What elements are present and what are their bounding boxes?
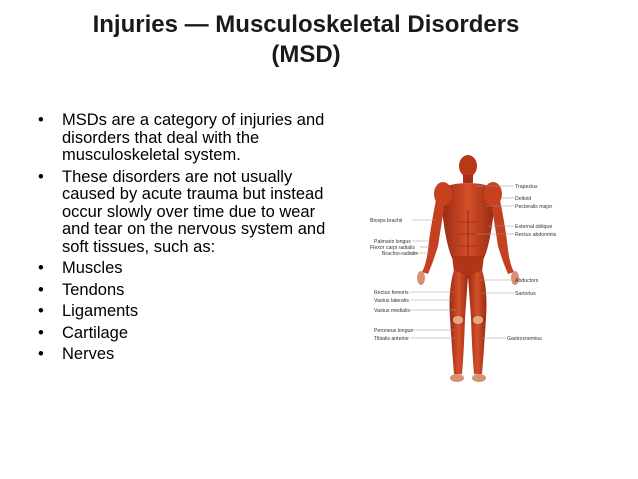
- title-line-2: (MSD): [271, 41, 341, 68]
- bullet-item: [38, 346, 328, 364]
- label-brachioradialis: Brachio-radialis: [382, 251, 418, 257]
- bullet-marker: •: [38, 345, 44, 363]
- body-silhouette: [417, 155, 519, 382]
- bullet-marker: •: [38, 111, 44, 129]
- label-sartorius: Sartorius: [515, 291, 536, 297]
- bullet-item: [38, 325, 328, 343]
- label-gastrocnemius: Gastrocnemius: [507, 336, 542, 342]
- label-deltoid: Deltoid: [515, 196, 532, 202]
- label-peroneus: Peroneus longus: [374, 328, 413, 334]
- label-vastus-medialis: Vastus medialis: [374, 308, 410, 314]
- label-pectoralis: Pectoralis major: [515, 204, 553, 210]
- bullet-list: [38, 112, 328, 368]
- label-tibialis: Tibialis anterior: [374, 336, 409, 342]
- bullet-item: [38, 260, 328, 278]
- bullet-marker: •: [38, 259, 44, 277]
- bullet-text: Muscles: [62, 259, 123, 277]
- bullet-text: These disorders are not usually caused by acute trauma but instead occur slowly over time due to wear and tear on the nervous system and soft tissues, such as:: [62, 167, 326, 256]
- muscle-anatomy-figure: [370, 150, 557, 390]
- label-external-oblique: External oblique: [515, 224, 553, 230]
- bullet-marker: •: [38, 323, 44, 342]
- label-flexor: Flexor carpi radialis: [370, 245, 415, 251]
- label-palmaris: Palmaris longus: [374, 239, 411, 245]
- left-labels: [370, 218, 456, 342]
- bullet-text: Tendons: [62, 280, 125, 299]
- label-biceps: Biceps brachii: [370, 218, 403, 224]
- label-rectus-femoris: Rectus femoris: [374, 290, 409, 296]
- bullet-text: Cartilage: [62, 323, 129, 342]
- label-rectus-abdominis: Rectus abdominis: [515, 232, 557, 238]
- bullet-text: Ligaments: [62, 302, 139, 320]
- bullet-text: Nerves: [62, 345, 115, 363]
- bullet-item: [38, 112, 328, 165]
- label-trapezius: Trapezius: [515, 184, 538, 190]
- label-vastus-lateralis: Vastus lateralis: [374, 298, 409, 304]
- bullet-marker: •: [38, 302, 44, 320]
- bullet-text: MSDs are a category of injuries and disorders that deal with the musculoskeletal system.: [62, 111, 325, 164]
- bullet-marker: •: [38, 280, 44, 299]
- bullet-item: [38, 282, 328, 300]
- bullet-marker: •: [38, 167, 44, 186]
- slide-title: [0, 10, 638, 70]
- bullet-item: [38, 169, 328, 257]
- title-line-1: Injuries — Musculoskeletal Disorders: [92, 11, 520, 38]
- bullet-item: [38, 303, 328, 321]
- label-abductors: Abductors: [515, 278, 539, 284]
